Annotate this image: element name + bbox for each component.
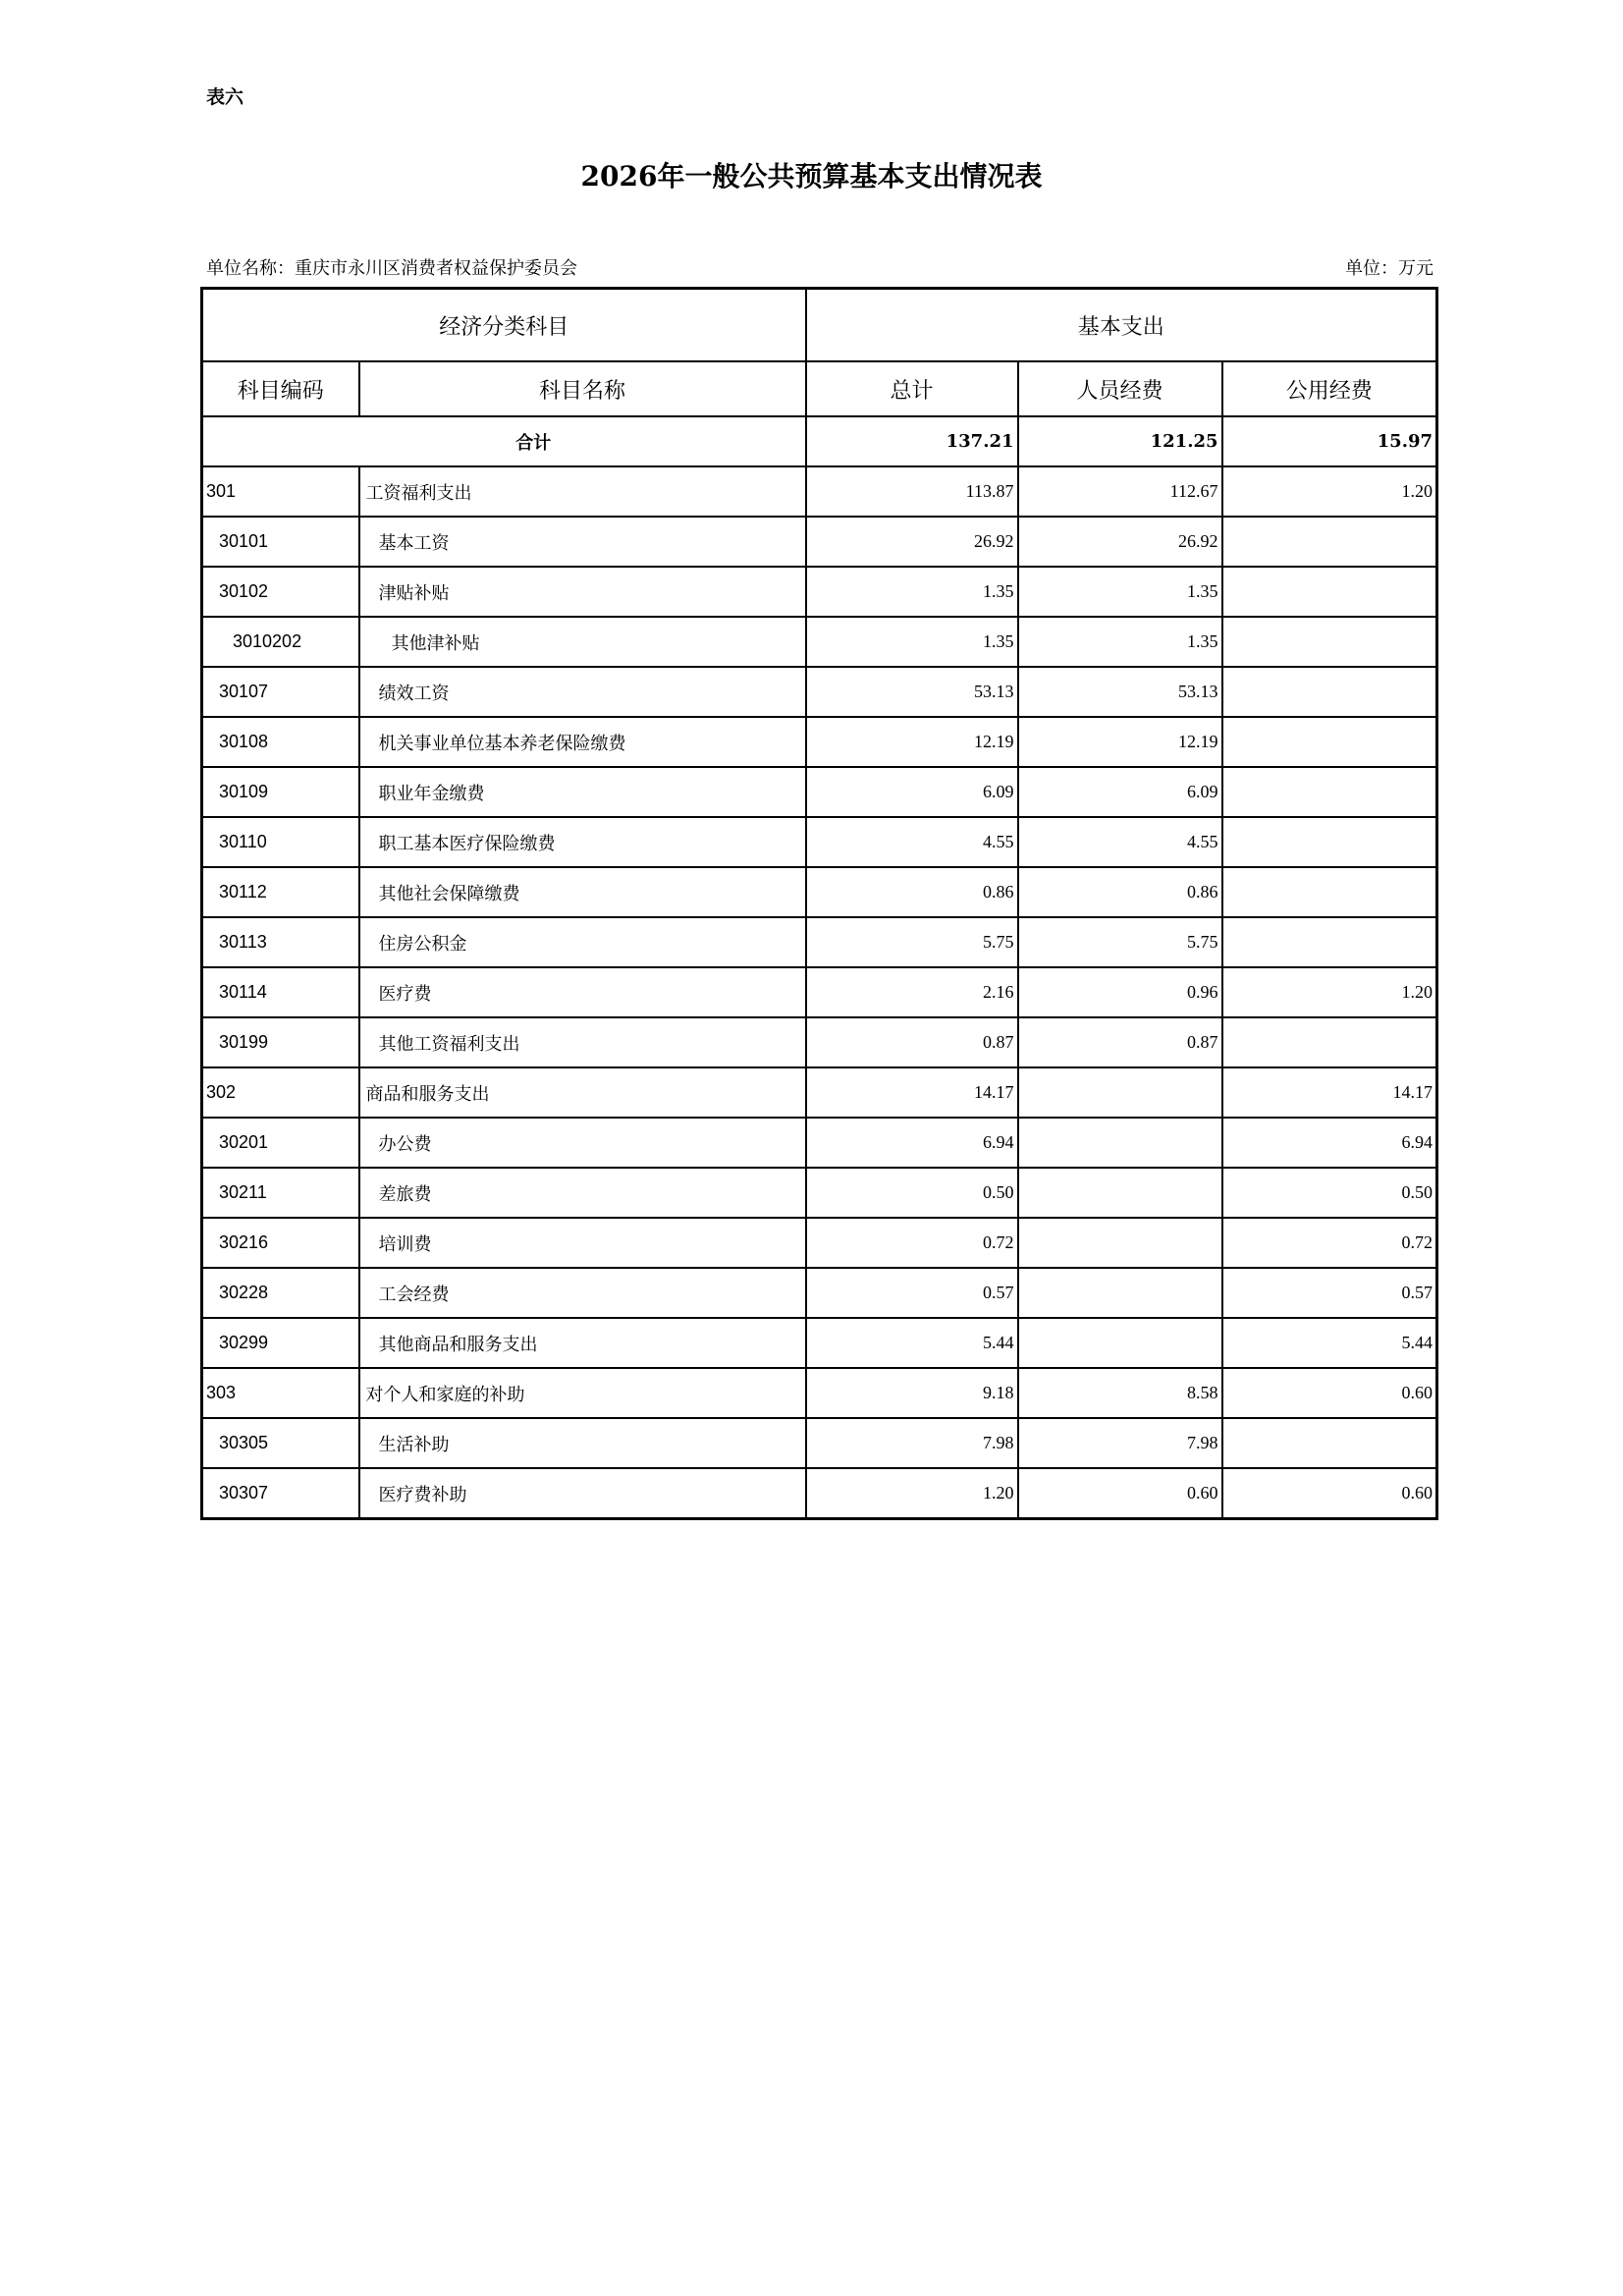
row-personnel: 7.98 (1018, 1418, 1222, 1468)
total-label: 合计 (202, 416, 806, 466)
row-code: 302 (202, 1067, 359, 1118)
header-code: 科目编码 (202, 361, 359, 416)
row-public: 0.60 (1222, 1468, 1437, 1519)
row-name: 其他商品和服务支出 (359, 1318, 806, 1368)
table-row (202, 567, 1437, 617)
budget-table (200, 287, 1438, 1520)
row-total: 4.55 (806, 817, 1018, 867)
row-code: 30101 (202, 517, 359, 567)
row-public (1222, 567, 1437, 617)
row-total: 5.75 (806, 917, 1018, 967)
header-name: 科目名称 (359, 361, 806, 416)
row-total: 0.86 (806, 867, 1018, 917)
unit-label: 单位：万元 (1345, 258, 1434, 279)
row-code: 30305 (202, 1418, 359, 1468)
row-personnel: 0.87 (1018, 1017, 1222, 1067)
row-code: 30199 (202, 1017, 359, 1067)
row-code: 30216 (202, 1218, 359, 1268)
row-public: 0.60 (1222, 1368, 1437, 1418)
row-public (1222, 817, 1437, 867)
row-name: 商品和服务支出 (359, 1067, 806, 1118)
row-code: 303 (202, 1368, 359, 1418)
row-public: 14.17 (1222, 1067, 1437, 1118)
row-total: 53.13 (806, 667, 1018, 717)
table-row (202, 767, 1437, 817)
row-personnel: 0.96 (1018, 967, 1222, 1017)
row-name: 其他社会保障缴费 (359, 867, 806, 917)
row-name: 生活补助 (359, 1418, 806, 1468)
row-personnel: 1.35 (1018, 567, 1222, 617)
row-total: 12.19 (806, 717, 1018, 767)
row-total: 2.16 (806, 967, 1018, 1017)
row-name: 工会经费 (359, 1268, 806, 1318)
row-total: 1.20 (806, 1468, 1018, 1519)
row-total: 7.98 (806, 1418, 1018, 1468)
table-row (202, 867, 1437, 917)
row-name: 工资福利支出 (359, 466, 806, 517)
table-row (202, 517, 1437, 567)
table-row (202, 667, 1437, 717)
row-total: 5.44 (806, 1318, 1018, 1368)
row-public (1222, 767, 1437, 817)
row-public: 1.20 (1222, 967, 1437, 1017)
header-row-group (202, 289, 1437, 362)
row-code: 30112 (202, 867, 359, 917)
row-personnel: 5.75 (1018, 917, 1222, 967)
row-public: 5.44 (1222, 1318, 1437, 1368)
table-row (202, 1268, 1437, 1318)
row-public: 0.50 (1222, 1168, 1437, 1218)
row-code: 30211 (202, 1168, 359, 1218)
header-public: 公用经费 (1222, 361, 1437, 416)
row-name: 绩效工资 (359, 667, 806, 717)
row-personnel: 1.35 (1018, 617, 1222, 667)
row-name: 医疗费补助 (359, 1468, 806, 1519)
table-row (202, 717, 1437, 767)
header-econ-class: 经济分类科目 (202, 289, 806, 362)
table-row (202, 1418, 1437, 1468)
unit-name: 单位名称：重庆市永川区消费者权益保护委员会 (206, 258, 577, 279)
total-total: 137.21 (806, 416, 1018, 466)
row-code: 3010202 (202, 617, 359, 667)
row-public (1222, 667, 1437, 717)
total-personnel: 121.25 (1018, 416, 1222, 466)
table-row (202, 1368, 1437, 1418)
row-total: 6.09 (806, 767, 1018, 817)
row-personnel (1018, 1168, 1222, 1218)
row-personnel: 26.92 (1018, 517, 1222, 567)
table-row (202, 1318, 1437, 1368)
row-public (1222, 517, 1437, 567)
table-row (202, 466, 1437, 517)
row-total: 26.92 (806, 517, 1018, 567)
row-code: 30228 (202, 1268, 359, 1318)
row-code: 30299 (202, 1318, 359, 1368)
row-personnel (1018, 1118, 1222, 1168)
header-personnel: 人员经费 (1018, 361, 1222, 416)
row-public (1222, 1017, 1437, 1067)
row-total: 1.35 (806, 617, 1018, 667)
row-personnel: 8.58 (1018, 1368, 1222, 1418)
table-row (202, 917, 1437, 967)
row-code: 30110 (202, 817, 359, 867)
row-total: 9.18 (806, 1368, 1018, 1418)
row-personnel: 0.86 (1018, 867, 1222, 917)
row-personnel: 6.09 (1018, 767, 1222, 817)
header-total: 总计 (806, 361, 1018, 416)
row-name: 其他工资福利支出 (359, 1017, 806, 1067)
table-row (202, 1468, 1437, 1519)
row-total: 14.17 (806, 1067, 1018, 1118)
row-personnel: 12.19 (1018, 717, 1222, 767)
row-personnel (1018, 1268, 1222, 1318)
total-row (202, 416, 1437, 466)
row-total: 0.87 (806, 1017, 1018, 1067)
row-name: 医疗费 (359, 967, 806, 1017)
row-code: 30307 (202, 1468, 359, 1519)
row-name: 办公费 (359, 1118, 806, 1168)
row-code: 30109 (202, 767, 359, 817)
row-name: 对个人和家庭的补助 (359, 1368, 806, 1418)
row-total: 0.57 (806, 1268, 1018, 1318)
row-total: 0.50 (806, 1168, 1018, 1218)
row-code: 30201 (202, 1118, 359, 1168)
row-name: 住房公积金 (359, 917, 806, 967)
row-code: 30114 (202, 967, 359, 1017)
row-personnel: 4.55 (1018, 817, 1222, 867)
row-personnel (1018, 1218, 1222, 1268)
row-public (1222, 1418, 1437, 1468)
row-personnel (1018, 1067, 1222, 1118)
row-public (1222, 867, 1437, 917)
row-total: 113.87 (806, 466, 1018, 517)
row-code: 30107 (202, 667, 359, 717)
page-title: 2026年一般公共预算基本支出情况表 (580, 160, 1043, 192)
row-code: 30108 (202, 717, 359, 767)
row-public (1222, 917, 1437, 967)
row-total: 1.35 (806, 567, 1018, 617)
row-name: 机关事业单位基本养老保险缴费 (359, 717, 806, 767)
row-personnel (1018, 1318, 1222, 1368)
total-public: 15.97 (1222, 416, 1437, 466)
row-code: 30113 (202, 917, 359, 967)
row-personnel: 112.67 (1018, 466, 1222, 517)
row-personnel: 0.60 (1018, 1468, 1222, 1519)
header-basic-expense: 基本支出 (806, 289, 1437, 362)
row-name: 差旅费 (359, 1168, 806, 1218)
row-personnel: 53.13 (1018, 667, 1222, 717)
row-public: 0.57 (1222, 1268, 1437, 1318)
table-row (202, 817, 1437, 867)
row-public (1222, 717, 1437, 767)
table-number: 表六 (206, 86, 244, 108)
row-public (1222, 617, 1437, 667)
row-name: 其他津补贴 (359, 617, 806, 667)
row-total: 0.72 (806, 1218, 1018, 1268)
row-total: 6.94 (806, 1118, 1018, 1168)
table-row (202, 1118, 1437, 1168)
row-name: 津贴补贴 (359, 567, 806, 617)
table-row (202, 967, 1437, 1017)
row-name: 培训费 (359, 1218, 806, 1268)
row-name: 基本工资 (359, 517, 806, 567)
row-name: 职工基本医疗保险缴费 (359, 817, 806, 867)
row-public: 0.72 (1222, 1218, 1437, 1268)
table-row (202, 1017, 1437, 1067)
row-name: 职业年金缴费 (359, 767, 806, 817)
table-row (202, 1067, 1437, 1118)
row-public: 1.20 (1222, 466, 1437, 517)
row-code: 301 (202, 466, 359, 517)
table-row (202, 1218, 1437, 1268)
header-row-columns (202, 361, 1437, 416)
row-public: 6.94 (1222, 1118, 1437, 1168)
row-code: 30102 (202, 567, 359, 617)
table-row (202, 617, 1437, 667)
table-row (202, 1168, 1437, 1218)
